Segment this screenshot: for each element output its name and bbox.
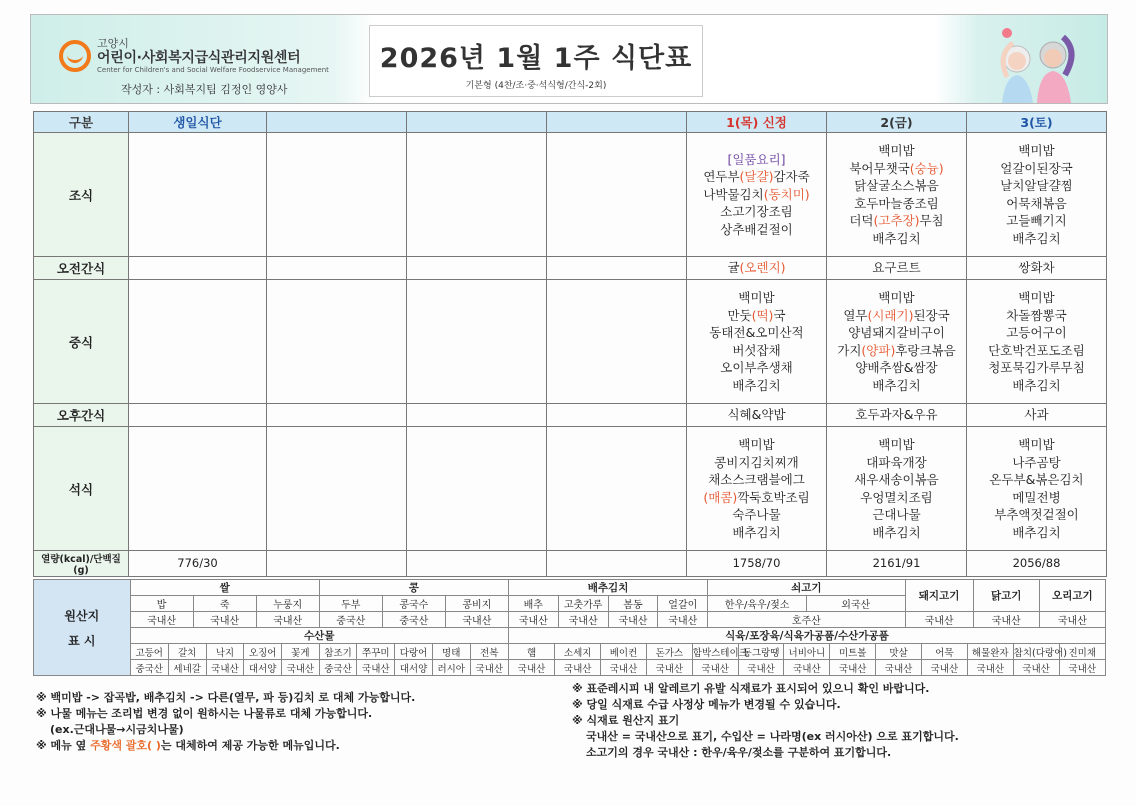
origin-row xyxy=(34,628,1106,644)
menu-item: [일품요리] xyxy=(727,151,786,167)
menu-cell xyxy=(129,551,267,577)
origin-item: 명태 xyxy=(432,644,470,659)
origin-item: 누룽지 xyxy=(256,596,319,612)
origin-row xyxy=(34,612,1106,628)
origin-group: 돼지고기 xyxy=(905,580,973,612)
origin-value: 국내산 xyxy=(646,660,692,675)
menu-cell xyxy=(687,133,827,257)
menu-item: 백미밥 xyxy=(878,143,915,158)
origin-group: 콩 xyxy=(319,580,508,596)
menu-item: 콩비지김치찌개 xyxy=(714,454,799,470)
origin-item: 미트볼 xyxy=(830,644,876,659)
menu-cell xyxy=(687,427,827,551)
menu-item: 식혜&약밥 xyxy=(727,407,786,423)
menu-cell xyxy=(407,551,547,577)
menu-item: 만둣(떡)국 xyxy=(727,307,786,323)
origin-group: 수산물 xyxy=(130,628,508,644)
origin-item: 맛살 xyxy=(876,644,922,659)
origin-value: 국내산 xyxy=(784,660,830,675)
menu-cell xyxy=(267,257,407,280)
origin-row xyxy=(34,580,1106,596)
origin-label-line: 원산지 xyxy=(64,608,100,623)
note-line: 소고기의 경우 국내산 : 한우/육우/젖소를 구분하여 표기합니다. xyxy=(586,746,892,759)
menu-cell xyxy=(129,133,267,257)
origin-item: 두부 xyxy=(319,596,382,612)
origin-value: 러시아 xyxy=(432,660,470,675)
col-header xyxy=(407,112,547,133)
menu-cell xyxy=(967,427,1107,551)
menu-cell xyxy=(827,427,967,551)
menu-item: 얼갈이된장국 xyxy=(1000,160,1073,176)
menu-item: 온두부&볶은김치 xyxy=(989,472,1084,487)
row-label: 오후간식 xyxy=(34,404,129,427)
menu-cell xyxy=(687,257,827,280)
menu-cell xyxy=(827,551,967,577)
origin-value: 국내산 xyxy=(558,612,608,628)
note-line: ※ 나물 메뉴는 조리법 변경 없이 원하시는 나물류로 대체 가능합니다. xyxy=(36,707,373,720)
menu-item: 2161/91 xyxy=(872,555,921,570)
menu-item: 백미밥 xyxy=(878,290,915,305)
origin-item: 동그랑땡 xyxy=(738,644,784,659)
menu-cell xyxy=(687,404,827,427)
menu-item: 양념돼지갈비구이 xyxy=(848,325,945,340)
note-line: ※ 당일 식재료 수급 사정상 메뉴가 변경될 수 있습니다. xyxy=(572,698,841,711)
menu-cell xyxy=(129,427,267,551)
table-header-row xyxy=(34,112,1107,133)
origin-value: 국내산 xyxy=(601,660,647,675)
row-label: 석식 xyxy=(34,427,129,551)
origin-row xyxy=(34,660,1106,676)
org-english-name: Center for Children's and Social Welfare Foodservice Management xyxy=(97,66,329,74)
menu-item: 쌍화차 xyxy=(1018,260,1055,276)
origin-value: 대서양 xyxy=(244,660,282,675)
note-line: 국내산 = 국내산으로 표기, 수입산 = 나라명(ex 러시아산) 으로 표기합니다. xyxy=(586,730,959,743)
meal-row xyxy=(34,133,1107,257)
origin-subtable xyxy=(509,644,1105,659)
origin-subtable xyxy=(131,660,508,675)
menu-item: 더덕(고추장)무침 xyxy=(849,213,944,228)
origin-item: 갈치 xyxy=(168,644,206,659)
menu-cell xyxy=(687,551,827,577)
menu-cell xyxy=(547,404,687,427)
menu-cell xyxy=(407,280,547,404)
origin-value: 국내산 xyxy=(206,660,244,675)
note-text: ※ 메뉴 옆 xyxy=(36,739,91,752)
origin-group: 닭고기 xyxy=(973,580,1039,612)
author-line: 작성자 : 사회복지팀 김정인 영양사 xyxy=(121,83,288,96)
origin-value: 국내산 xyxy=(692,660,738,675)
origin-item: 고춧가루 xyxy=(558,596,608,612)
menu-item: 청포묵김가루무침 xyxy=(988,360,1085,375)
origin-value: 국내산 xyxy=(876,660,922,675)
menu-item: 요구르트 xyxy=(872,260,921,276)
note-text: 는 대체하여 제공 가능한 메뉴입니다. xyxy=(160,739,340,752)
menu-cell xyxy=(827,280,967,404)
menu-cell xyxy=(267,427,407,551)
menu-item: 열무(시래기)된장국 xyxy=(843,307,950,323)
row-label: 조식 xyxy=(34,133,129,257)
note-line: ※ 식재료 원산지 표기 xyxy=(572,714,680,727)
origin-item: 너비아니 xyxy=(784,644,830,659)
origin-group: 식육/포장육/식육가공품/수산가공품 xyxy=(508,628,1105,644)
page-subtitle: 기본형 (4찬/조·중·석식형/간식-2회) xyxy=(465,81,607,91)
menu-item: 차돌짬뽕국 xyxy=(1006,307,1067,323)
origin-value: 국내산 xyxy=(738,660,784,675)
note-line-alt xyxy=(36,738,556,754)
origin-value: 국내산 xyxy=(445,612,508,628)
menu-item: 부추액젓겉절이 xyxy=(994,507,1079,522)
origin-value: 국내산 xyxy=(357,660,395,675)
origin-value: 국내산 xyxy=(1013,660,1059,675)
row-label: 오전간식 xyxy=(34,257,129,280)
origin-item: 외국산 xyxy=(806,596,905,612)
origin-value: 국내산 xyxy=(475,663,503,675)
origin-item: 낙지 xyxy=(206,644,244,659)
origin-value: 중국산 xyxy=(382,612,445,628)
menu-cell xyxy=(407,133,547,257)
menu-cell xyxy=(547,427,687,551)
origin-item: 함박스테이크 xyxy=(692,644,738,659)
notes-right xyxy=(572,681,1112,761)
menu-item: 동태전&오미산적 xyxy=(709,325,804,340)
menu-item: 대파육개장 xyxy=(866,454,927,470)
menu-item: 배추김치 xyxy=(872,377,921,393)
menu-cell xyxy=(407,427,547,551)
menu-item: 배추김치 xyxy=(1012,377,1061,393)
origin-item: 다랑어 xyxy=(395,644,433,659)
menu-item: 닭살굴소스볶음 xyxy=(854,178,939,193)
origin-value: 국내산 xyxy=(256,612,319,628)
origin-value: 국내산 xyxy=(508,612,558,628)
menu-item: 배추김치 xyxy=(872,524,921,540)
menu-item: 백미밥 xyxy=(738,437,775,452)
origin-value: 대서양 xyxy=(395,660,433,675)
menu-item: 나박물김치(동치미) xyxy=(703,186,810,202)
menu-cell xyxy=(129,257,267,280)
menu-cell xyxy=(547,257,687,280)
menu-item: (매콤)깍둑호박조림 xyxy=(703,489,810,505)
meal-row xyxy=(34,404,1107,427)
menu-item: 연두부(달걀)감자죽 xyxy=(703,169,810,185)
origin-item: 전복 xyxy=(480,647,499,659)
menu-item: 양배추쌈&쌈장 xyxy=(855,360,938,375)
col-header: 구분 xyxy=(34,112,129,133)
menu-item: 고등어구이 xyxy=(1006,325,1067,340)
origin-item: 콩국수 xyxy=(382,596,445,612)
menu-item: 백미밥 xyxy=(1018,437,1055,452)
col-header-day-2: 2(금) xyxy=(827,112,967,133)
menu-cell xyxy=(267,404,407,427)
menu-item: 호두과자&우유 xyxy=(855,407,938,423)
menu-cell xyxy=(967,551,1107,577)
origin-item: 배추 xyxy=(508,596,558,612)
menu-cell xyxy=(407,404,547,427)
menu-item: 호두마늘종조림 xyxy=(854,195,939,211)
menu-item: 배추김치 xyxy=(732,377,781,393)
origin-label-line: 표 시 xyxy=(68,633,96,648)
origin-value: 국내산 xyxy=(130,612,193,628)
menu-cell xyxy=(547,551,687,577)
menu-item: 백미밥 xyxy=(738,290,775,305)
menu-cell xyxy=(827,404,967,427)
menu-item: 배추김치 xyxy=(1012,230,1061,246)
origin-item: 진미채 xyxy=(1068,647,1097,659)
menu-item: 단호박건포도조림 xyxy=(988,342,1085,358)
org-city: 고양시 xyxy=(97,37,129,50)
origin-item: 꽃게 xyxy=(281,644,319,659)
origin-item: 베이컨 xyxy=(601,644,647,659)
origin-subtable xyxy=(509,660,1105,675)
menu-item: 2056/88 xyxy=(1012,555,1061,570)
origin-row xyxy=(34,644,1106,660)
origin-value: 국내산 xyxy=(1068,663,1097,675)
menu-item: 백미밥 xyxy=(1018,290,1055,305)
origin-table xyxy=(33,579,1106,676)
menu-cell xyxy=(267,551,407,577)
menu-cell xyxy=(967,257,1107,280)
origin-value: 국내산 xyxy=(193,612,256,628)
origin-value: 국내산 xyxy=(555,660,601,675)
col-header-birthday: 생일식단 xyxy=(129,112,267,133)
origin-value: 국내산 xyxy=(1039,612,1105,628)
origin-subtable-cell xyxy=(130,644,508,660)
menu-cell xyxy=(827,133,967,257)
origin-value: 중국산 xyxy=(131,660,169,675)
origin-item: 한우/육우/젖소 xyxy=(708,596,807,612)
title-box xyxy=(369,25,703,97)
origin-item: 어묵 xyxy=(921,644,967,659)
header-banner xyxy=(30,14,1108,104)
origin-item: 고등어 xyxy=(131,644,169,659)
origin-item: 밥 xyxy=(130,596,193,612)
origin-value: 국내산 xyxy=(830,660,876,675)
origin-item: 햄 xyxy=(509,644,555,659)
menu-item: 나주곰탕 xyxy=(1012,454,1061,470)
col-header-day-3: 3(토) xyxy=(967,112,1107,133)
menu-cell xyxy=(407,257,547,280)
row-label: 중식 xyxy=(34,280,129,404)
menu-cell xyxy=(967,133,1107,257)
menu-item: 어묵채볶음 xyxy=(1006,195,1067,211)
menu-item: 배추김치 xyxy=(732,524,781,540)
org-name: 어린이·사회복지급식관리지원센터 xyxy=(97,50,301,66)
menu-cell xyxy=(547,280,687,404)
page-title: 2026년 1월 1주 식단표 xyxy=(379,43,693,74)
menu-cell xyxy=(267,133,407,257)
origin-value: 국내산 xyxy=(658,612,708,628)
origin-item: 돈가스 xyxy=(646,644,692,659)
menu-item: 776/30 xyxy=(177,555,218,570)
meal-row xyxy=(34,257,1107,280)
menu-item: 백미밥 xyxy=(1018,143,1055,158)
menu-item: 날치알달걀찜 xyxy=(1000,178,1073,193)
menu-cell xyxy=(827,257,967,280)
origin-item: 참치(다랑어) xyxy=(1013,644,1059,659)
menu-cell xyxy=(129,280,267,404)
note-line: ※ 백미밥 -> 잡곡밥, 배추김치 -> 다른(열무, 파 등)김치 로 대체 가능합니다. xyxy=(36,691,416,704)
elderly-couple-illustration-icon xyxy=(947,15,1107,103)
meal-row xyxy=(34,427,1107,551)
menu-cell xyxy=(547,133,687,257)
origin-label xyxy=(34,580,131,676)
menu-item: 귤(오렌지) xyxy=(727,260,786,276)
menu-item: 상추배겉절이 xyxy=(720,221,793,237)
menu-item: 고들빼기지 xyxy=(1006,213,1067,228)
origin-item: 쭈꾸미 xyxy=(357,644,395,659)
menu-item: 새우새송이볶음 xyxy=(854,472,939,487)
menu-item: 사과 xyxy=(1024,407,1049,423)
meal-row xyxy=(34,551,1107,577)
col-header-day-1: 1(목) 신정 xyxy=(687,112,827,133)
menu-cell xyxy=(129,404,267,427)
origin-item: 얼갈이 xyxy=(658,596,708,612)
origin-value: 국내산 xyxy=(281,660,319,675)
origin-value: 세네갈 xyxy=(168,660,206,675)
note-highlight: 주황색 괄호( ) xyxy=(90,739,161,752)
menu-item: 백미밥 xyxy=(878,437,915,452)
note-line: (ex.근대나물→시금치나물) xyxy=(50,723,184,736)
origin-item: 소세지 xyxy=(555,644,601,659)
weekly-menu-table xyxy=(33,111,1107,577)
menu-item: 숙주나물 xyxy=(732,507,781,522)
origin-item: 오징어 xyxy=(244,644,282,659)
origin-subtable-cell xyxy=(508,660,1105,676)
origin-subtable xyxy=(131,644,508,659)
origin-subtable-cell xyxy=(508,644,1105,660)
origin-group: 쌀 xyxy=(130,580,319,596)
menu-item: 배추김치 xyxy=(872,230,921,246)
origin-item: 죽 xyxy=(193,596,256,612)
origin-value: 국내산 xyxy=(967,660,1013,675)
menu-cell xyxy=(967,404,1107,427)
origin-value: 중국산 xyxy=(319,660,357,675)
origin-group: 오리고기 xyxy=(1039,580,1105,612)
menu-cell xyxy=(967,280,1107,404)
menu-item: 가지(양파)후랑크볶음 xyxy=(837,342,956,358)
origin-value: 국내산 xyxy=(921,660,967,675)
origin-group: 쇠고기 xyxy=(708,580,905,596)
row-label: 열량(kcal)/단백질(g) xyxy=(34,551,129,577)
menu-item: 채소스크램블에그 xyxy=(708,472,805,487)
origin-item: 해물완자 xyxy=(967,644,1013,659)
origin-value: 국내산 xyxy=(509,660,555,675)
origin-item: 봄동 xyxy=(608,596,658,612)
meal-row xyxy=(34,280,1107,404)
origin-item: 콩비지 xyxy=(445,596,508,612)
origin-item: 참조기 xyxy=(319,644,357,659)
note-line: ※ 표준레시피 내 알레르기 유발 식재료가 표시되어 있으니 확인 바랍니다. xyxy=(572,682,930,695)
menu-item: 근대나물 xyxy=(872,507,921,522)
menu-item: 소고기장조림 xyxy=(720,204,793,220)
origin-value: 국내산 xyxy=(973,612,1039,628)
origin-value: 중국산 xyxy=(319,612,382,628)
origin-group: 배추김치 xyxy=(508,580,707,596)
menu-item: 우엉멸치조림 xyxy=(860,489,933,505)
menu-item: 배추김치 xyxy=(1012,524,1061,540)
origin-value: 국내산 xyxy=(608,612,658,628)
origin-subtable-cell xyxy=(130,660,508,676)
menu-cell xyxy=(267,280,407,404)
menu-item: 1758/70 xyxy=(732,555,781,570)
menu-item: 버섯잡채 xyxy=(732,342,781,358)
origin-value: 국내산 xyxy=(905,612,973,628)
origin-value: 호주산 xyxy=(708,612,905,628)
col-header xyxy=(547,112,687,133)
menu-cell xyxy=(687,280,827,404)
menu-item: 북어무챗국(숭늉) xyxy=(849,160,944,176)
menu-item: 메밀전병 xyxy=(1012,489,1061,505)
notes-left xyxy=(36,690,556,754)
menu-item: 오이부추생채 xyxy=(720,360,793,375)
col-header xyxy=(267,112,407,133)
